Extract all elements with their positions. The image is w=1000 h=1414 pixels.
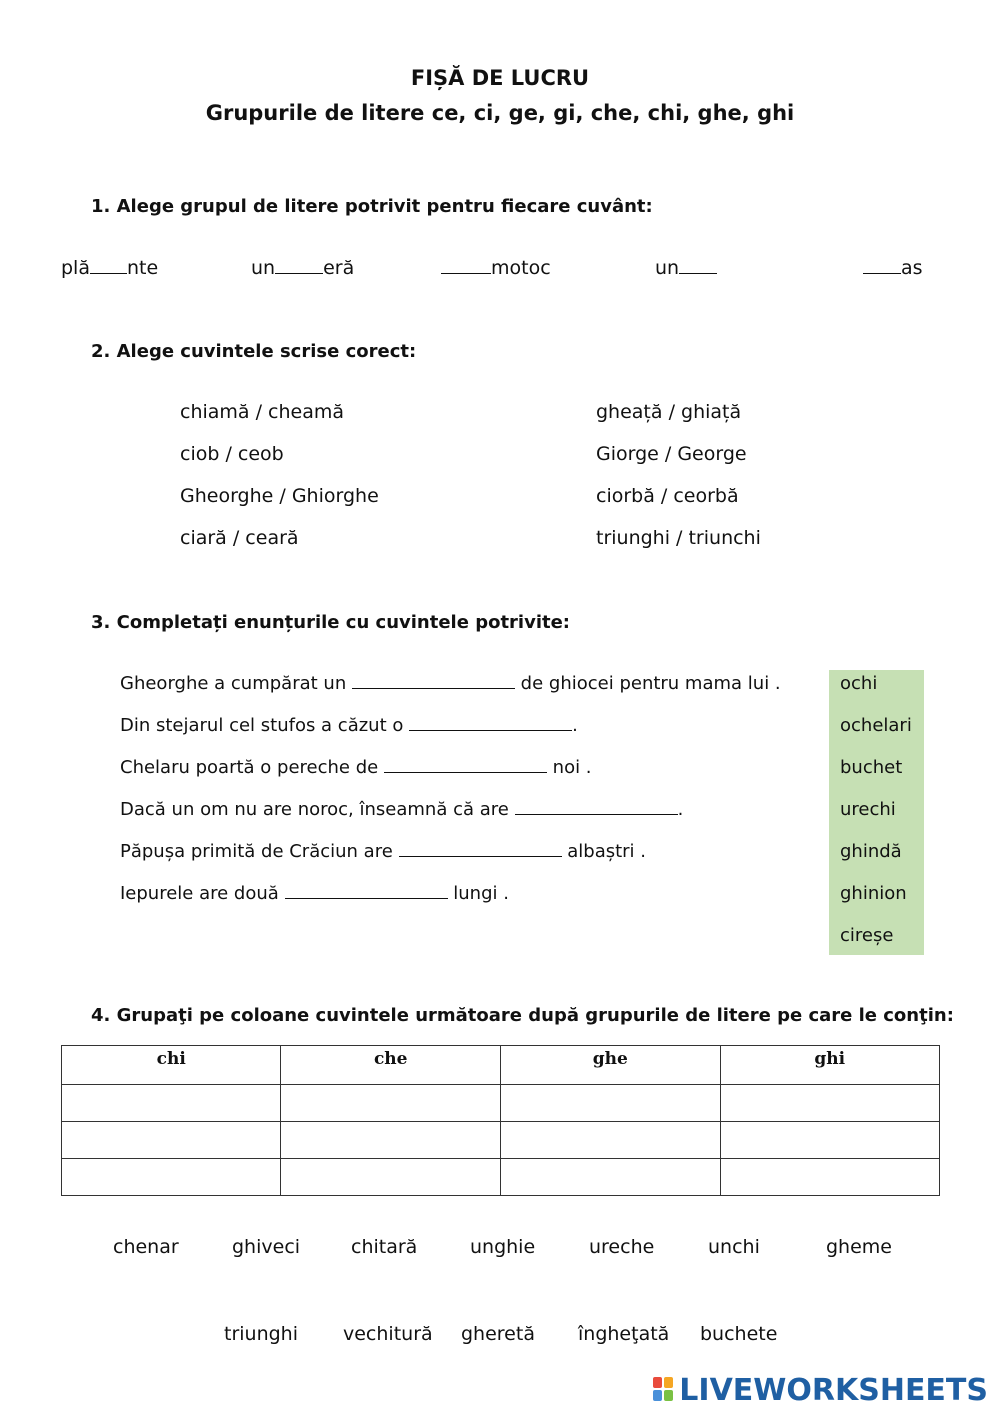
word-choice-right-4[interactable]: triunghi / triunchi [596, 527, 761, 549]
sentence-text: Chelaru poartă o pereche de [120, 757, 384, 778]
exercise-3-heading: 3. Completați enunțurile cu cuvintele potrivite: [91, 612, 571, 633]
sentence-blank-input[interactable] [384, 771, 547, 773]
draggable-word[interactable]: chenar [113, 1236, 179, 1258]
exercise-1-heading: 1. Alege grupul de litere potrivit pentru fiecare cuvânt: [91, 196, 653, 217]
table-row [62, 1159, 940, 1196]
gap-word-1 [61, 257, 158, 279]
gap-word-suffix: nte [126, 257, 159, 279]
word-bank-item[interactable]: urechi [840, 799, 896, 820]
sentence-text: noi . [546, 757, 592, 778]
word-choice-left-4[interactable]: ciară / ceară [180, 527, 299, 549]
gap-word-suffix: motoc [491, 257, 551, 279]
gap-input[interactable] [275, 272, 323, 274]
table-cell-drop[interactable] [281, 1159, 501, 1196]
sentence-text: de ghiocei pentru mama lui . [514, 673, 781, 694]
table-row [62, 1122, 940, 1159]
table-cell-drop[interactable] [720, 1159, 940, 1196]
word-bank-item[interactable]: ochi [840, 673, 878, 694]
page-title: FIȘĂ DE LUCRU [410, 66, 590, 90]
table-cell-drop[interactable] [500, 1159, 720, 1196]
sentence-text: Dacă un om nu are noroc, înseamnă că are [120, 799, 515, 820]
word-choice-left-1[interactable]: chiamă / cheamă [180, 401, 345, 423]
draggable-word[interactable]: unghie [470, 1236, 536, 1258]
gap-input[interactable] [863, 272, 901, 274]
word-choice-left-3[interactable]: Gheorghe / Ghiorghe [180, 485, 379, 507]
draggable-word[interactable]: triunghi [224, 1323, 299, 1345]
sentence-6 [120, 883, 509, 904]
draggable-word[interactable]: unchi [708, 1236, 760, 1258]
word-choice-right-1[interactable]: gheață / ghiață [596, 401, 742, 423]
table-cell-drop[interactable] [500, 1085, 720, 1122]
sentence-text: Gheorghe a cumpărat un [120, 673, 352, 694]
gap-input[interactable] [441, 272, 491, 274]
table-cell-drop[interactable] [62, 1122, 281, 1159]
column-header-ghi: ghi [720, 1046, 940, 1085]
word-choice-right-3[interactable]: ciorbă / ceorbă [596, 485, 739, 507]
gap-word-2 [251, 257, 354, 279]
sentence-text: . [677, 799, 684, 820]
sentence-text: . [572, 715, 578, 736]
word-bank-item[interactable]: ochelari [840, 715, 912, 736]
table-cell-drop[interactable] [281, 1085, 501, 1122]
word-choice-left-2[interactable]: ciob / ceob [180, 443, 284, 465]
column-header-ghe: ghe [500, 1046, 720, 1085]
gap-word-3 [441, 257, 551, 279]
draggable-word[interactable]: vechitură [343, 1323, 433, 1345]
table-cell-drop[interactable] [720, 1122, 940, 1159]
sentence-text: albaștri . [561, 841, 647, 862]
sentence-blank-input[interactable] [409, 729, 572, 731]
draggable-word[interactable]: ghiveci [232, 1236, 301, 1258]
gap-word-prefix: un [251, 257, 276, 279]
draggable-word[interactable]: buchete [700, 1323, 778, 1345]
sentence-4 [120, 799, 683, 820]
gap-word-4 [655, 257, 717, 279]
draggable-word[interactable]: chitară [351, 1236, 418, 1258]
table-header-row [62, 1046, 940, 1085]
sentence-blank-input[interactable] [352, 687, 515, 689]
sentence-text: Iepurele are două [120, 883, 285, 904]
sentence-text: lungi . [447, 883, 509, 904]
gap-input[interactable] [90, 272, 127, 274]
gap-word-suffix: eră [323, 257, 355, 279]
table-cell-drop[interactable] [62, 1159, 281, 1196]
liveworksheets-logo [653, 1373, 988, 1408]
table-cell-drop[interactable] [281, 1122, 501, 1159]
sentence-text: Păpușa primită de Crăciun are [120, 841, 399, 862]
table-row [62, 1085, 940, 1122]
word-bank-item[interactable]: ghinion [840, 883, 907, 904]
gap-word-prefix: plă [61, 257, 90, 279]
sentence-blank-input[interactable] [399, 855, 562, 857]
sentence-blank-input[interactable] [285, 897, 448, 899]
page-subtitle: Grupurile de litere ce, ci, ge, gi, che, chi, ghe, ghi [205, 101, 795, 125]
table-cell-drop[interactable] [62, 1085, 281, 1122]
word-choice-right-2[interactable]: Giorge / George [596, 443, 747, 465]
sentence-2 [120, 715, 578, 736]
grouping-table [61, 1045, 940, 1196]
gap-word-prefix: un [655, 257, 680, 279]
word-bank-item[interactable]: ghindă [840, 841, 902, 862]
sentence-1 [120, 673, 781, 694]
word-bank [829, 670, 924, 955]
gap-word-suffix: as [901, 257, 923, 279]
sentence-3 [120, 757, 592, 778]
draggable-word[interactable]: gheretă [461, 1323, 535, 1345]
liveworksheets-mark-icon [653, 1377, 675, 1403]
exercise-4-heading: 4. Grupaţi pe coloane cuvintele următoare după grupurile de litere pe care le conţin: [91, 1005, 954, 1026]
draggable-word[interactable]: gheme [826, 1236, 892, 1258]
word-bank-item[interactable]: cireșe [840, 925, 894, 946]
draggable-word[interactable]: ureche [589, 1236, 655, 1258]
sentence-5 [120, 841, 646, 862]
liveworksheets-logo-text: LIVEWORKSHEETS [679, 1373, 988, 1408]
word-bank-item[interactable]: buchet [840, 757, 903, 778]
sentence-blank-input[interactable] [515, 813, 678, 815]
gap-input[interactable] [679, 272, 717, 274]
table-cell-drop[interactable] [500, 1122, 720, 1159]
column-header-chi: chi [62, 1046, 281, 1085]
table-cell-drop[interactable] [720, 1085, 940, 1122]
draggable-word[interactable]: îngheţată [578, 1323, 670, 1345]
sentence-text: Din stejarul cel stufos a căzut o [120, 715, 410, 736]
exercise-2-heading: 2. Alege cuvintele scrise corect: [91, 341, 417, 362]
column-header-che: che [281, 1046, 501, 1085]
gap-word-5 [863, 257, 923, 279]
